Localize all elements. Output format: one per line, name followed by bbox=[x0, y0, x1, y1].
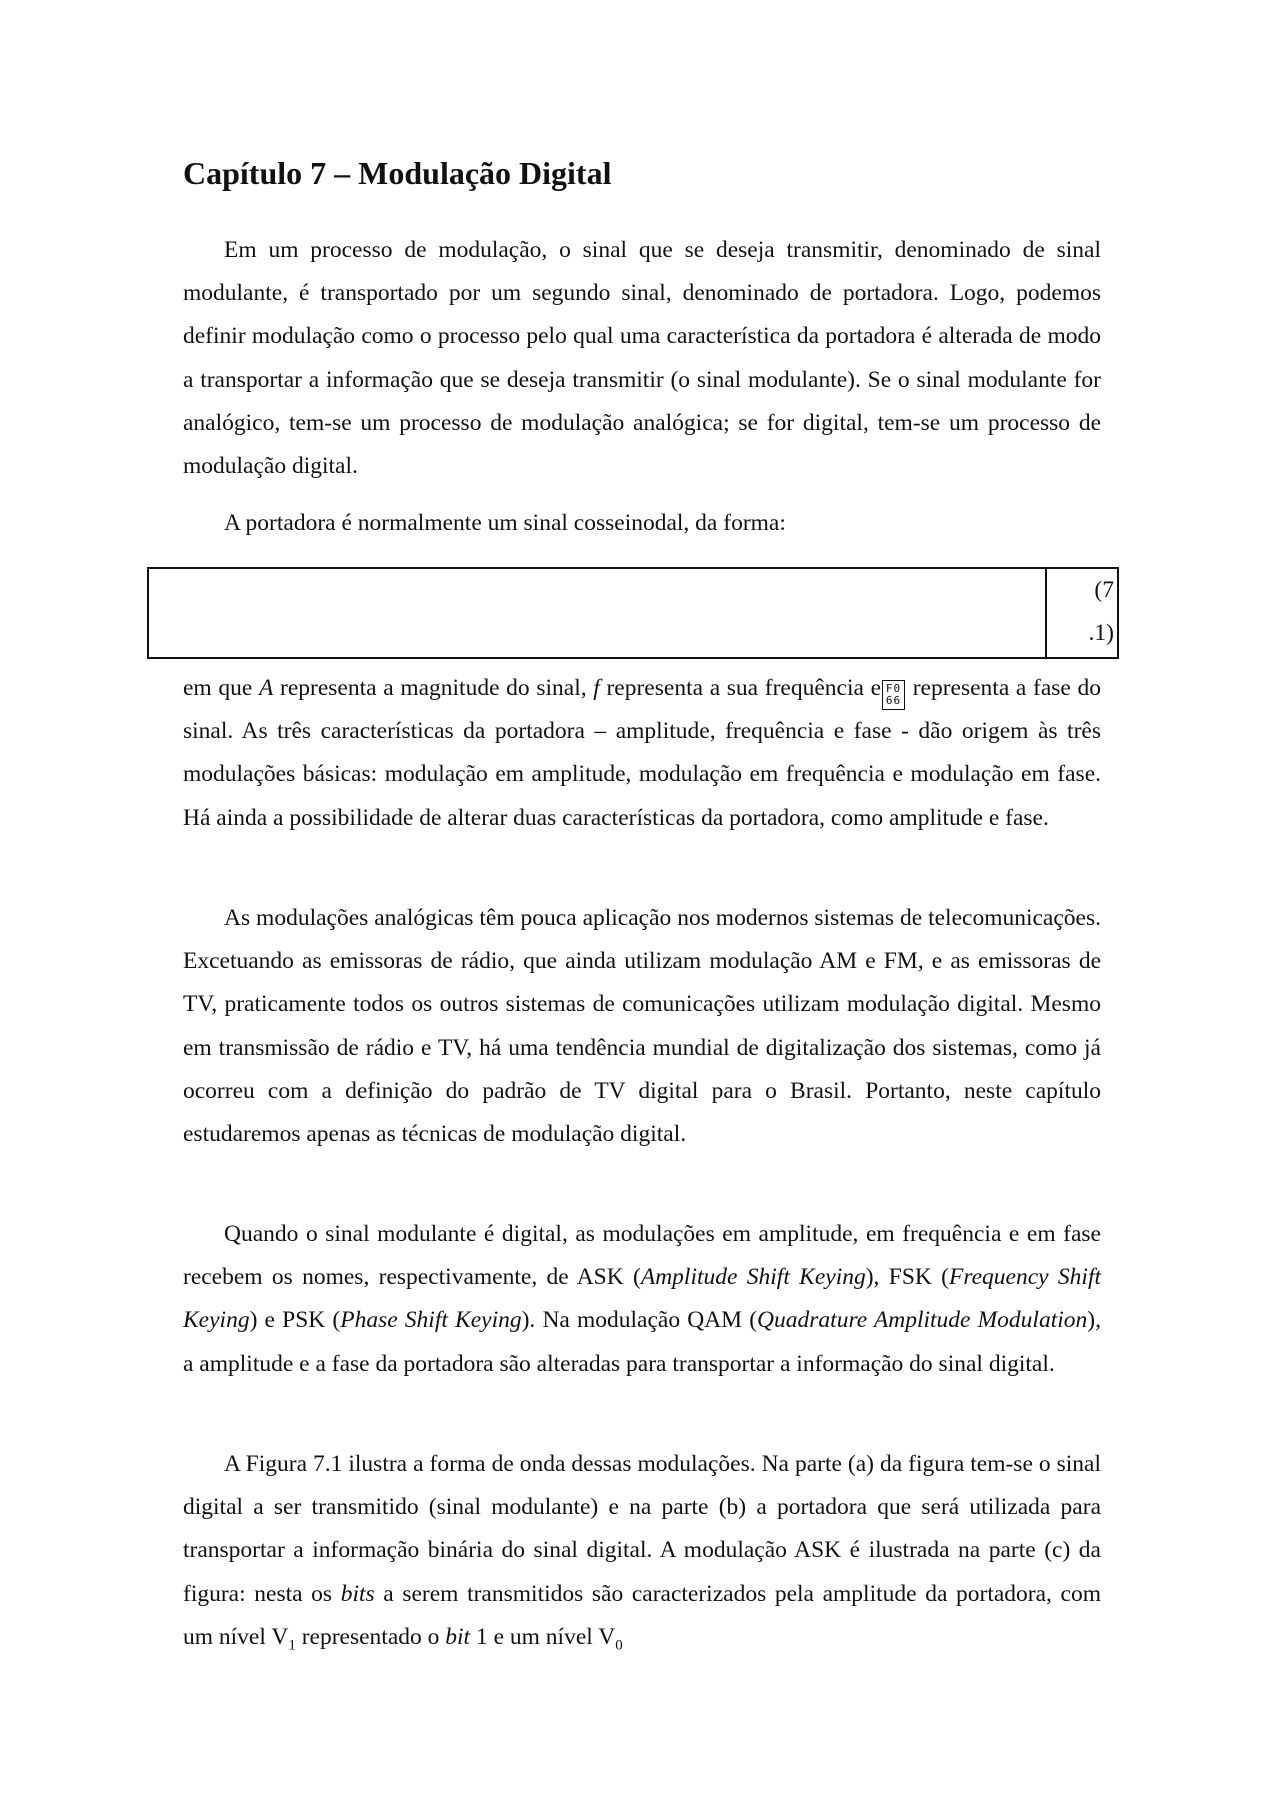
text-run: em que bbox=[183, 675, 259, 701]
paragraph-text bbox=[183, 1443, 1101, 1659]
missing-glyph-row1: F0 bbox=[885, 682, 902, 695]
equation-cell bbox=[149, 569, 1047, 657]
paragraph-carrier-characteristics bbox=[183, 667, 1101, 840]
chapter-title: Capítulo 7 – Modulação Digital bbox=[183, 155, 612, 191]
text-run: ). Na modulação QAM ( bbox=[521, 1307, 758, 1334]
text-run: ) e PSK ( bbox=[249, 1307, 341, 1334]
text-run: a serem transmitidos são caracterizados pela amplitude da portadora, com um nível V bbox=[183, 1580, 1101, 1650]
text-run: A Figura 7.1 ilustra a forma de onda dessas modulações. Na parte (a) da figura tem-se o sinal digital a ser transmitido (sinal modulante) e na parte (b) a portadora que será utilizada para transportar a informação binária do sinal digital. A modulação ASK é ilustrada na parte (c) da figura: nesta os bbox=[183, 1451, 1101, 1607]
paragraph-modulation-intro bbox=[183, 229, 1101, 488]
text-run: representado o bbox=[295, 1623, 446, 1650]
equation-number-line1: (7 bbox=[1094, 577, 1114, 603]
term-qam: Quadrature Amplitude Modulation bbox=[757, 1307, 1088, 1334]
text-run: representa a fase do sinal. As três características da portadora – amplitude, frequência e fase - dão origem às três modulações básicas: modulação em amplitude, modulação em frequência e modulação em fase. Há ainda a possibilidade de alterar duas características da portadora, como amplitude e fase. bbox=[183, 675, 1102, 831]
paragraph-text bbox=[183, 1213, 1101, 1386]
missing-glyph-row2: 66 bbox=[885, 694, 902, 707]
equation-number bbox=[1047, 569, 1117, 657]
variable-frequency: f bbox=[593, 675, 600, 701]
text-run: ), FSK ( bbox=[865, 1264, 949, 1291]
text-run: ), a amplitude e a fase da portadora são alteradas para transportar a informação do sinal digital. bbox=[183, 1307, 1101, 1377]
subscript-v0: 0 bbox=[615, 1637, 623, 1654]
term-fsk: Frequency Shift Keying bbox=[183, 1264, 1102, 1334]
term-bits: bits bbox=[340, 1580, 375, 1607]
subscript-v1: 1 bbox=[288, 1637, 296, 1654]
text-run: representa a sua frequência e bbox=[599, 675, 882, 701]
paragraph-text: As modulações analógicas têm pouca aplicação nos modernos sistemas de telecomunicações. Excetuando as emissoras de rádio, que ainda utilizam modulação AM e FM, e as emissoras de TV, praticamente todos os outros sistemas de comunicações utilizam modulação digital. Mesmo em transmissão de rádio e TV, há uma tendência mundial de digitalização dos sistemas, como já ocorreu com a definição do padrão de TV digital para o Brasil. Portanto, neste capítulo estudaremos apenas as técnicas de modulação digital. bbox=[183, 905, 1101, 1148]
paragraph-figure-description bbox=[183, 1443, 1101, 1659]
text-run: Quando o sinal modulante é digital, as modulações em amplitude, em frequência e em fase recebem os nomes, respectivamente, de ASK ( bbox=[183, 1221, 1101, 1291]
paragraph-digital-modulation-names bbox=[183, 1213, 1101, 1386]
text-run: 1 e um nível V bbox=[470, 1623, 616, 1650]
variable-amplitude: A bbox=[258, 675, 274, 701]
term-psk: Phase Shift Keying bbox=[340, 1307, 522, 1334]
paragraph-text: Em um processo de modulação, o sinal que se deseja transmitir, denominado de sinal modulante, é transportado por um segundo sinal, denominado de portadora. Logo, podemos definir modulação como o processo pelo qual uma característica da portadora é alterada de modo a transportar a informação que se deseja transmitir (o sinal modulante). Se o sinal modulante for analógico, tem-se um processo de modulação analógica; se for digital, tem-se um processo de modulação digital. bbox=[183, 237, 1101, 480]
paragraph-analog-modulation bbox=[183, 897, 1101, 1156]
paragraph-text bbox=[183, 667, 1101, 840]
equation-table bbox=[147, 567, 1119, 659]
term-bit: bit bbox=[445, 1623, 471, 1650]
paragraph-text: A portadora é normalmente um sinal cosseinodal, da forma: bbox=[224, 510, 786, 536]
paragraph-carrier-form bbox=[183, 502, 1101, 545]
text-run: representa a magnitude do sinal, bbox=[273, 675, 594, 701]
term-ask: Amplitude Shift Keying bbox=[640, 1264, 866, 1291]
missing-glyph-icon bbox=[882, 680, 905, 710]
equation-number-line2: .1) bbox=[1088, 620, 1114, 646]
